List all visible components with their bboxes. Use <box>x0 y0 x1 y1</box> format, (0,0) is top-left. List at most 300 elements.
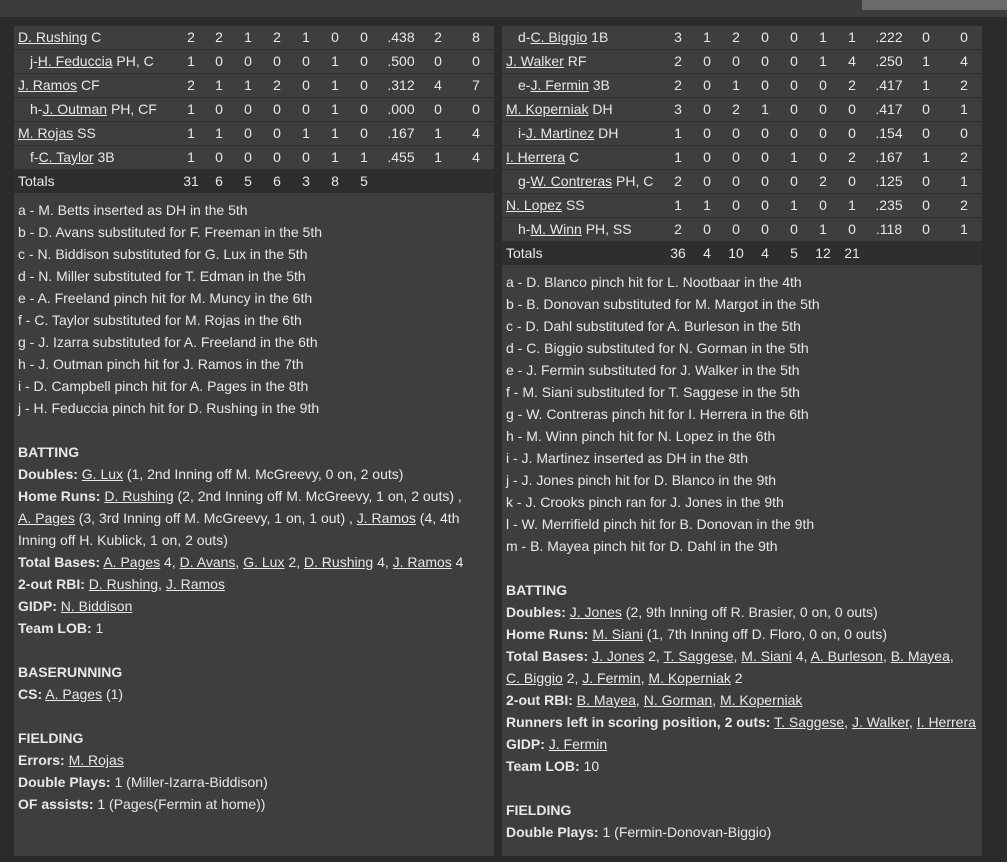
stat-cell: 2 <box>674 173 682 189</box>
player-link[interactable]: J. Outman <box>42 101 108 117</box>
player-link[interactable]: J. Fermin <box>582 670 641 686</box>
left-batting-section <box>14 441 494 815</box>
stat-cell: 1 <box>703 197 711 213</box>
stat-cell: 0 <box>790 53 798 69</box>
stat-cell: 0 <box>703 53 711 69</box>
player-row <box>502 218 982 242</box>
stat-cell: 0 <box>472 53 480 69</box>
stat-cell: 0 <box>960 125 968 141</box>
stat-cell: 2 <box>187 29 195 45</box>
stat-cell: 0 <box>703 149 711 165</box>
team-lob-value: 1 <box>91 620 104 636</box>
stat-cell: 0 <box>360 125 368 141</box>
stat-cell: 0 <box>848 221 856 237</box>
detail-text: (1) <box>102 686 124 702</box>
stat-cell: 0 <box>732 149 740 165</box>
stat-cell: 1 <box>960 221 968 237</box>
stat-cell: 1 <box>922 77 930 93</box>
player-link[interactable]: J. Fermin <box>530 77 589 93</box>
stat-cell: 2 <box>819 173 827 189</box>
player-row <box>502 26 982 50</box>
player-link[interactable]: A. Burleson <box>810 648 883 664</box>
stat-cell: 0 <box>761 53 769 69</box>
stat-cell: 0 <box>472 101 480 117</box>
stat-cell: 0 <box>703 101 711 117</box>
detail-text: 2, <box>562 670 583 686</box>
top-bar-tab[interactable] <box>862 0 1007 10</box>
gidp-line <box>18 595 488 617</box>
stat-cell: 0 <box>761 173 769 189</box>
stat-cell: 0 <box>360 77 368 93</box>
two-out-rbi-label: 2-out RBI: <box>18 576 85 592</box>
stat-cell: 1 <box>187 53 195 69</box>
stat-cell: .125 <box>875 173 903 189</box>
player-link[interactable]: T. Saggese <box>663 648 734 664</box>
stat-cell: 1 <box>960 173 968 189</box>
player-link[interactable]: N. Lopez <box>506 197 563 213</box>
total-bases-label: Total Bases: <box>506 648 589 664</box>
player-link[interactable]: C. Biggio <box>530 29 588 45</box>
player-link[interactable]: N. Gorman <box>643 692 713 708</box>
player-link[interactable]: G. Lux <box>243 554 285 570</box>
stat-cell: 2 <box>215 29 223 45</box>
stat-cell: 1 <box>187 101 195 117</box>
sub-note: h - M. Winn pinch hit for N. Lopez in the 6th <box>506 428 776 444</box>
detail-text: 1 (Fermin-Donovan-Biggio) <box>598 824 772 840</box>
player-name-cell <box>30 146 115 168</box>
player-row <box>14 122 494 146</box>
sub-note: a - D. Blanco pinch hit for L. Nootbaar in the 4th <box>506 274 802 290</box>
stat-cell: 0 <box>302 149 310 165</box>
stat-cell: 0 <box>761 149 769 165</box>
stat-cell: .000 <box>387 101 415 117</box>
risp-line <box>506 711 976 733</box>
player-link[interactable]: M. Koperniak <box>506 101 589 117</box>
stat-cell: 0 <box>819 197 827 213</box>
stat-cell: 2 <box>434 29 442 45</box>
stat-cell: 1 <box>922 53 930 69</box>
double-plays-line <box>506 821 976 843</box>
baserunning-title: BASERUNNING <box>18 664 123 680</box>
sub-prefix: e- <box>518 77 531 93</box>
stat-cell: 0 <box>922 197 930 213</box>
stat-cell: 0 <box>922 29 930 45</box>
stat-cell: 0 <box>360 29 368 45</box>
stat-cell: 1 <box>732 77 740 93</box>
home-runs-line <box>18 485 488 551</box>
player-link[interactable]: D. Rushing <box>18 29 88 45</box>
stat-cell: 0 <box>819 101 827 117</box>
stat-cell: 0 <box>848 125 856 141</box>
stat-cell: 2 <box>848 149 856 165</box>
player-link[interactable]: J. Walker <box>506 53 564 69</box>
stat-cell: 0 <box>244 149 252 165</box>
player-link[interactable]: M. Winn <box>530 221 582 237</box>
stat-cell: 0 <box>703 221 711 237</box>
gidp-label: GIDP: <box>506 736 545 752</box>
batting-title: BATTING <box>506 582 568 598</box>
stat-cell: 2 <box>674 221 682 237</box>
stat-cell: 0 <box>761 77 769 93</box>
team-lob-line <box>506 755 976 777</box>
stat-cell: 2 <box>674 53 682 69</box>
stat-cell: 1 <box>331 125 339 141</box>
player-link[interactable]: C. Taylor <box>38 149 94 165</box>
stat-cell: 0 <box>790 173 798 189</box>
stat-cell: 0 <box>434 53 442 69</box>
stat-cell: 1 <box>848 29 856 45</box>
player-row <box>14 98 494 122</box>
stat-cell: 0 <box>790 101 798 117</box>
player-link[interactable]: M. Rojas <box>18 125 74 141</box>
sub-note: d - C. Biggio substituted for N. Gorman in the 5th <box>506 340 809 356</box>
errors-line <box>18 749 488 771</box>
player-link[interactable]: J. Jones <box>592 648 645 664</box>
stat-cell: 4 <box>848 53 856 69</box>
player-position: DH <box>592 101 613 117</box>
detail-text: 4, <box>373 554 393 570</box>
player-link[interactable]: J. Ramos <box>356 510 416 526</box>
player-row <box>502 122 982 146</box>
player-name-cell <box>506 98 613 120</box>
totals-cell: 6 <box>273 173 281 189</box>
stat-cell: 0 <box>761 221 769 237</box>
totals-row <box>502 242 982 265</box>
detail-text: 4, <box>160 554 180 570</box>
player-link[interactable]: I. Herrera <box>916 714 976 730</box>
sub-note: b - B. Donovan substituted for M. Margot in the 5th <box>506 296 820 312</box>
stat-cell: 1 <box>244 77 252 93</box>
player-link[interactable]: H. Feduccia <box>37 53 113 69</box>
team-lob-label: Team LOB: <box>18 620 92 636</box>
stat-cell: 2 <box>732 101 740 117</box>
sub-note: h - J. Outman pinch hit for J. Ramos in the 7th <box>18 356 304 372</box>
stat-cell: 2 <box>674 77 682 93</box>
player-link[interactable]: D. Rushing <box>88 576 159 592</box>
stat-cell: 0 <box>273 53 281 69</box>
player-link[interactable]: G. Lux <box>81 466 124 482</box>
player-link[interactable]: A. Pages <box>103 554 161 570</box>
stat-cell: 1 <box>215 125 223 141</box>
stat-cell: 1 <box>819 221 827 237</box>
home-box-score-panel <box>14 26 494 856</box>
player-link[interactable]: D. Rushing <box>303 554 374 570</box>
player-row <box>502 170 982 194</box>
stat-cell: 2 <box>273 29 281 45</box>
player-position: C <box>91 29 102 45</box>
totals-cell: 36 <box>670 245 686 261</box>
double-plays-line <box>18 771 488 793</box>
totals-cell: 4 <box>703 245 711 261</box>
player-link[interactable]: W. Contreras <box>530 173 613 189</box>
fielding-title: FIELDING <box>506 802 572 818</box>
sub-note: i - D. Campbell pinch hit for A. Pages in the 8th <box>18 378 309 394</box>
stat-cell: 4 <box>434 77 442 93</box>
player-name-cell <box>518 74 610 96</box>
stat-cell: 1 <box>960 101 968 117</box>
stat-cell: 0 <box>922 221 930 237</box>
player-link[interactable]: M. Koperniak <box>648 670 731 686</box>
stat-cell: 1 <box>331 101 339 117</box>
player-link[interactable]: C. Biggio <box>506 670 563 686</box>
player-position: DH <box>598 125 619 141</box>
stat-cell: 1 <box>761 101 769 117</box>
stat-cell: 0 <box>215 149 223 165</box>
sub-note: f - M. Siani substituted for T. Saggese in the 5th <box>506 384 800 400</box>
stat-cell: 1 <box>302 125 310 141</box>
sub-note: j - J. Jones pinch hit for D. Blanco in the 9th <box>506 472 777 488</box>
stat-cell: .417 <box>875 77 903 93</box>
player-link[interactable]: J. Ramos <box>18 77 78 93</box>
sub-note: c - D. Dahl substituted for A. Burleson in the 5th <box>506 318 801 334</box>
stat-cell: .167 <box>387 125 415 141</box>
player-position: 3B <box>592 77 610 93</box>
detail-text: 4 <box>451 554 464 570</box>
player-name-cell <box>30 98 157 120</box>
stat-cell: 0 <box>790 29 798 45</box>
sub-prefix: h- <box>30 101 43 117</box>
sub-note: g - J. Izarra substituted for A. Freeland in the 6th <box>18 334 318 350</box>
of-assists-label: OF assists: <box>18 796 94 812</box>
stat-cell: 0 <box>302 77 310 93</box>
stat-cell: 1 <box>434 149 442 165</box>
player-link[interactable]: J. Martinez <box>525 125 595 141</box>
player-position: PH, C <box>616 173 654 189</box>
player-row <box>502 98 982 122</box>
player-link[interactable]: M. Siani <box>592 626 643 642</box>
player-position: PH, C <box>116 53 154 69</box>
totals-cell: 6 <box>215 173 223 189</box>
stat-cell: 0 <box>273 101 281 117</box>
player-name-cell <box>518 170 653 192</box>
sub-note: j - H. Feduccia pinch hit for D. Rushing in the 9th <box>18 400 320 416</box>
detail-text: (2, 2nd Inning off M. McGreevy, 1 on, 2 outs) , <box>173 488 462 504</box>
player-name-cell <box>518 218 632 240</box>
stat-cell: 1 <box>703 29 711 45</box>
totals-cell: 10 <box>728 245 744 261</box>
player-position: PH, SS <box>585 221 632 237</box>
stat-cell: 0 <box>703 173 711 189</box>
stat-cell: 0 <box>244 53 252 69</box>
detail-text: , <box>733 648 742 664</box>
player-link[interactable]: D. Rushing <box>104 488 174 504</box>
stat-cell: 0 <box>790 125 798 141</box>
detail-text: (4, 4th Inning off H. Kublick, 1 on, 2 outs) <box>18 510 460 548</box>
sub-note: i - J. Martinez inserted as DH in the 8th <box>506 450 748 466</box>
two-out-rbi-line <box>506 689 976 711</box>
player-position: 3B <box>97 149 115 165</box>
player-position: C <box>569 149 580 165</box>
player-position: SS <box>565 197 585 213</box>
gidp-line <box>506 733 976 755</box>
player-row <box>14 26 494 50</box>
sub-note: e - A. Freeland pinch hit for M. Muncy in the 6th <box>18 290 313 306</box>
doubles-line <box>506 601 976 623</box>
detail-text: , <box>712 692 720 708</box>
detail-text: 2, <box>644 648 664 664</box>
stat-cell: 0 <box>703 77 711 93</box>
player-link[interactable]: D. Avans <box>179 554 236 570</box>
stat-cell: 0 <box>434 101 442 117</box>
stat-cell: .250 <box>875 53 903 69</box>
detail-text: , <box>235 554 244 570</box>
detail-text: , <box>635 692 644 708</box>
player-name-cell <box>18 74 100 96</box>
player-link[interactable]: J. Ramos <box>165 576 225 592</box>
two-out-rbi-label: 2-out RBI: <box>506 692 573 708</box>
player-link[interactable]: I. Herrera <box>506 149 566 165</box>
detail-text: , <box>909 714 917 730</box>
stat-cell: .118 <box>875 221 903 237</box>
player-link[interactable]: M. Koperniak <box>719 692 803 708</box>
player-link[interactable]: B. Mayea <box>576 692 636 708</box>
player-link[interactable]: M. Siani <box>741 648 792 664</box>
doubles-label: Doubles: <box>18 466 78 482</box>
stat-cell: 0 <box>732 125 740 141</box>
gidp-label: GIDP: <box>18 598 57 614</box>
player-link[interactable]: J. Jones <box>569 604 622 620</box>
stat-cell: 0 <box>273 149 281 165</box>
stat-cell: 0 <box>848 173 856 189</box>
stat-cell: 1 <box>360 149 368 165</box>
player-link[interactable]: J. Walker <box>851 714 909 730</box>
sub-prefix: i- <box>518 125 526 141</box>
detail-text: , <box>158 576 166 592</box>
totals-cell: 8 <box>331 173 339 189</box>
stat-cell: .455 <box>387 149 415 165</box>
stat-cell: 0 <box>761 29 769 45</box>
stat-cell: 2 <box>273 77 281 93</box>
stat-cell: 1 <box>302 29 310 45</box>
player-position: RF <box>567 53 587 69</box>
stat-cell: 0 <box>732 197 740 213</box>
detail-text: , <box>882 648 891 664</box>
detail-text: (1, 2nd Inning off M. McGreevy, 0 on, 2 outs) <box>123 466 404 482</box>
player-link[interactable]: T. Saggese <box>774 714 845 730</box>
stat-cell: 0 <box>960 29 968 45</box>
sub-note: d - N. Miller substituted for T. Edman in the 5th <box>18 268 306 284</box>
right-batting-table <box>502 26 982 265</box>
sub-prefix: h- <box>518 221 531 237</box>
player-link[interactable]: M. Rojas <box>68 752 124 768</box>
stat-cell: 0 <box>790 221 798 237</box>
stat-cell: 0 <box>360 53 368 69</box>
player-name-cell <box>506 194 585 216</box>
player-name-cell <box>506 50 586 72</box>
doubles-line <box>18 463 488 485</box>
stat-cell: 0 <box>848 101 856 117</box>
stat-cell: .167 <box>875 149 903 165</box>
stat-cell: 2 <box>187 77 195 93</box>
totals-cell: 5 <box>790 245 798 261</box>
stat-cell: 0 <box>302 53 310 69</box>
stat-cell: 1 <box>244 29 252 45</box>
of-assists-line <box>18 793 488 815</box>
stat-cell: 7 <box>472 77 480 93</box>
totals-label: Totals <box>506 245 543 261</box>
stat-cell: 1 <box>674 197 682 213</box>
detail-text: 1 (Pages(Fermin at home)) <box>93 796 266 812</box>
stat-cell: 1 <box>434 125 442 141</box>
doubles-label: Doubles: <box>506 604 566 620</box>
fielding-title: FIELDING <box>18 730 84 746</box>
stat-cell: .312 <box>387 77 415 93</box>
stat-cell: 0 <box>790 77 798 93</box>
player-row <box>502 146 982 170</box>
player-link[interactable]: A. Pages <box>45 686 103 702</box>
double-plays-label: Double Plays: <box>506 824 599 840</box>
detail-text: (1, 7th Inning off D. Floro, 0 on, 0 outs) <box>642 626 888 642</box>
stat-cell: 0 <box>819 149 827 165</box>
stat-cell: 0 <box>273 125 281 141</box>
sub-note: k - J. Crooks pinch ran for J. Jones in the 9th <box>506 494 784 510</box>
detail-text: 2 <box>730 670 743 686</box>
stat-cell: 0 <box>732 53 740 69</box>
totals-cell: 3 <box>302 173 310 189</box>
stat-cell: 4 <box>472 149 480 165</box>
stat-cell: 2 <box>960 77 968 93</box>
player-row <box>502 194 982 218</box>
right-batting-section <box>502 579 982 843</box>
player-link[interactable]: N. Biddison <box>60 598 133 614</box>
totals-cell: 21 <box>844 245 860 261</box>
player-row <box>14 146 494 170</box>
stat-cell: 0 <box>761 197 769 213</box>
stat-cell: 0 <box>703 125 711 141</box>
sub-prefix: d- <box>518 29 531 45</box>
player-link[interactable]: J. Ramos <box>392 554 452 570</box>
player-name-cell <box>30 50 154 72</box>
sub-note: g - W. Contreras pinch hit for I. Herrera in the 6th <box>506 406 809 422</box>
player-name-cell <box>506 146 579 168</box>
stat-cell: 0 <box>922 101 930 117</box>
sub-prefix: g- <box>518 173 531 189</box>
left-batting-table <box>14 26 494 193</box>
home-runs-line <box>506 623 976 645</box>
totals-cell: 5 <box>360 173 368 189</box>
stat-cell: 0 <box>331 29 339 45</box>
stat-cell: 3 <box>674 101 682 117</box>
player-link[interactable]: B. Mayea <box>890 648 950 664</box>
stat-cell: 1 <box>187 125 195 141</box>
player-position: 1B <box>591 29 609 45</box>
total-bases-line <box>18 551 488 573</box>
stat-cell: 2 <box>960 149 968 165</box>
stat-cell: 1 <box>790 149 798 165</box>
stat-cell: 1 <box>922 149 930 165</box>
detail-text: , <box>949 648 954 664</box>
sub-note: l - W. Merrifield pinch hit for B. Donovan in the 9th <box>506 516 815 532</box>
detail-text: 1 (Miller-Izarra-Biddison) <box>110 774 268 790</box>
stat-cell: 0 <box>244 101 252 117</box>
errors-label: Errors: <box>18 752 65 768</box>
stat-cell: .417 <box>875 101 903 117</box>
away-box-score-panel <box>502 26 982 856</box>
player-link[interactable]: J. Fermin <box>548 736 608 752</box>
stat-cell: 1 <box>331 149 339 165</box>
double-plays-label: Double Plays: <box>18 774 111 790</box>
detail-text: , <box>640 670 649 686</box>
player-link[interactable]: A. Pages <box>18 510 75 526</box>
stat-cell: 0 <box>302 101 310 117</box>
stat-cell: 2 <box>848 77 856 93</box>
stat-cell: 2 <box>960 197 968 213</box>
stat-cell: .154 <box>875 125 903 141</box>
stat-cell: 1 <box>848 197 856 213</box>
detail-text: , <box>844 714 852 730</box>
left-substitution-notes <box>14 193 494 419</box>
stat-cell: 3 <box>674 29 682 45</box>
